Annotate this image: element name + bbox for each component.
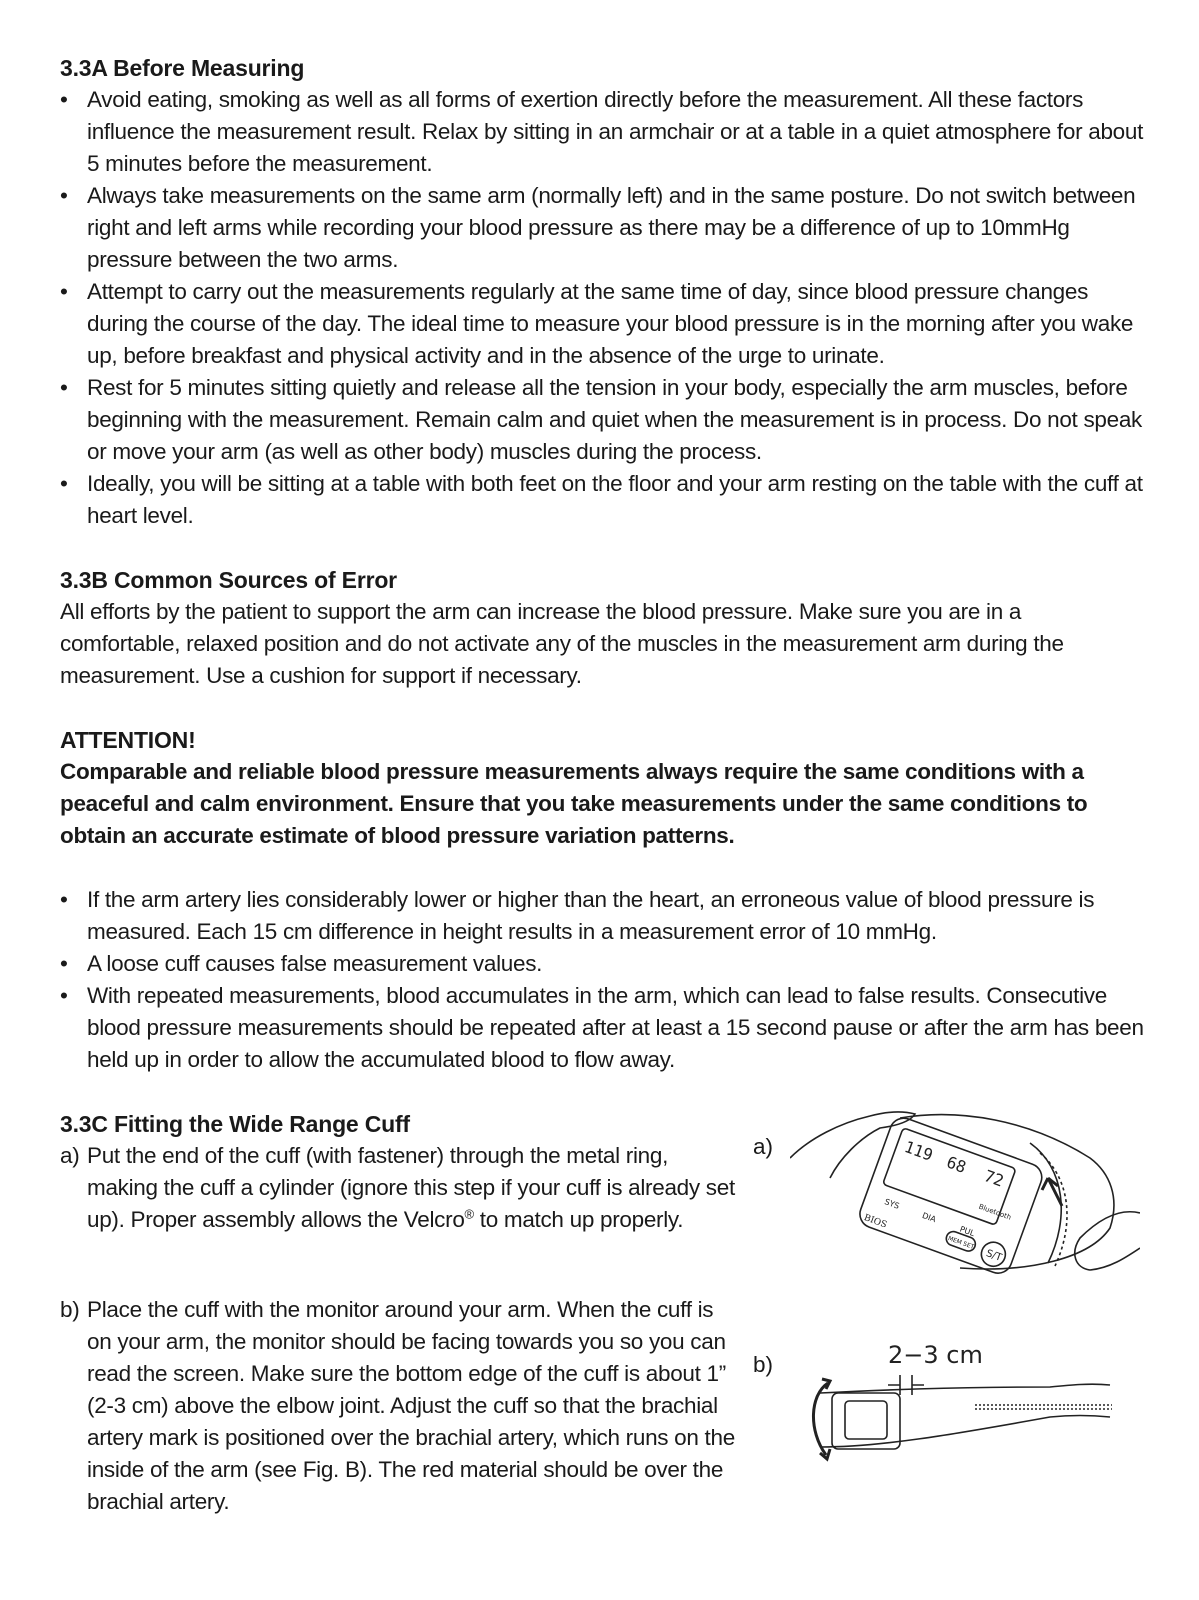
- dia-label: DIA: [920, 1210, 938, 1225]
- list-item: • If the arm artery lies considerably lower or higher than the heart, an erroneous value of blood pressure is measured. Each 15 cm difference in height results in a measurement error of 10 mmHg.: [60, 884, 1145, 948]
- sys-label: SYS: [883, 1197, 901, 1211]
- attention-heading: ATTENTION!: [60, 727, 196, 753]
- sys-reading: 119: [901, 1137, 936, 1165]
- cuff-with-monitor-figure: [790, 1098, 1140, 1298]
- list-item: • Ideally, you will be sitting at a table with both feet on the floor and your arm resting on the table with the cuff at heart level.: [60, 468, 1145, 532]
- monitor-device: [856, 1114, 1046, 1277]
- list-item: • Rest for 5 minutes sitting quietly and release all the tension in your body, especially the arm muscles, before beginning with the measurement. Remain calm and quiet when the measurement is in process. Do not speak or move your arm (as well as other body) muscles during the process.: [60, 372, 1145, 468]
- before-measuring-list: [60, 84, 1145, 532]
- list-item: • Attempt to carry out the measurements regularly at the same time of day, since blood pressure changes during the course of the day. The ideal time to measure your blood pressure is in the morning after you wake up, before breakfast and physical activity and in the absence of the urge to urinate.: [60, 276, 1145, 372]
- step-b-text: Place the cuff with the monitor around your arm. When the cuff is on your arm, the monitor should be facing towards you so you can read the screen. Make sure the bottom edge of the cuff is about 1” (2-3 cm) above the elbow joint. Adjust the cuff so that the brachial artery mark is positioned over the brachial artery, which runs on the inside of the arm (see Fig. B). The red material should be over the brachial artery.: [87, 1297, 735, 1514]
- error-sources-list: [60, 884, 1145, 1076]
- pul-reading: 72: [981, 1166, 1007, 1191]
- cuff-fold: [1030, 1143, 1061, 1263]
- step-a-text-end: to match up properly.: [473, 1207, 684, 1232]
- right-hand-icon: [1075, 1212, 1140, 1270]
- mem-button-label: MEM SET: [946, 1234, 975, 1251]
- monitor-on-arm: [845, 1401, 887, 1439]
- list-item: • Avoid eating, smoking as well as all forms of exertion directly before the measurement. All these factors influence the measurement result. Relax by sitting in an armchair or at a table in a quiet atmosphere for about 5 minutes before the measurement.: [60, 84, 1145, 180]
- bluetooth-label: Bluetooth: [977, 1202, 1013, 1222]
- arm-cuff-position-figure: [800, 1335, 1120, 1465]
- figure-b-label: b): [753, 1352, 774, 1377]
- dia-reading: 68: [944, 1152, 969, 1177]
- step-a-label: a): [60, 1143, 80, 1168]
- list-item: • Always take measurements on the same arm (normally left) and in the same posture. Do not switch between right and left arms while recording your blood pressure as there may be a difference of up to 10mmHg pressure between the two arms.: [60, 180, 1145, 276]
- start-button-label: S/T: [984, 1248, 1004, 1264]
- manual-page: [60, 52, 1145, 1140]
- arm-outline-top: [820, 1384, 1110, 1393]
- step-b: [60, 1294, 740, 1518]
- list-item: • A loose cuff causes false measurement values.: [60, 948, 1145, 980]
- step-b-label: b): [60, 1297, 80, 1322]
- attention-text: Comparable and reliable blood pressure measurements always require the same conditions with a peaceful and calm environment. Ensure that you take measurements under the same conditions to obtain an accurate estimate of blood pressure variation patterns.: [60, 759, 1088, 848]
- section-b-paragraph: All efforts by the patient to support the arm can increase the blood pressure. Make sure you are in a comfortable, relaxed position and do not activate any of the muscles in the measurement arm during the measurement. Use a cushion for support if necessary.: [60, 599, 1064, 688]
- pull-arrow-icon: [1042, 1178, 1062, 1206]
- pul-label: PUL: [958, 1224, 976, 1239]
- brand-logo: BIOS: [862, 1213, 889, 1231]
- registered-mark: ®: [464, 1206, 474, 1222]
- list-item: • With repeated measurements, blood accumulates in the arm, which can lead to false results. Consecutive blood pressure measurements should be repeated after at least a 15 second pause or after the arm has been held up in order to allow the accumulated blood to flow away.: [60, 980, 1145, 1076]
- arm-outline-bottom: [820, 1416, 1110, 1448]
- section-a-heading: 3.3A Before Measuring: [60, 55, 305, 81]
- rotation-arrow-icon: [813, 1383, 828, 1455]
- section-c-heading: 3.3C Fitting the Wide Range Cuff: [60, 1111, 410, 1137]
- step-a-text: Put the end of the cuff (with fastener) through the metal ring, making the cuff a cylinder (ignore this step if your cuff is already set up). Proper assembly allows the Velcro: [87, 1143, 735, 1232]
- step-a: [60, 1140, 740, 1236]
- figure-a-label: a): [753, 1134, 774, 1159]
- dimension-label: 2−3 cm: [888, 1341, 983, 1369]
- section-b-heading: 3.3B Common Sources of Error: [60, 567, 397, 593]
- monitor-body: [856, 1114, 1046, 1277]
